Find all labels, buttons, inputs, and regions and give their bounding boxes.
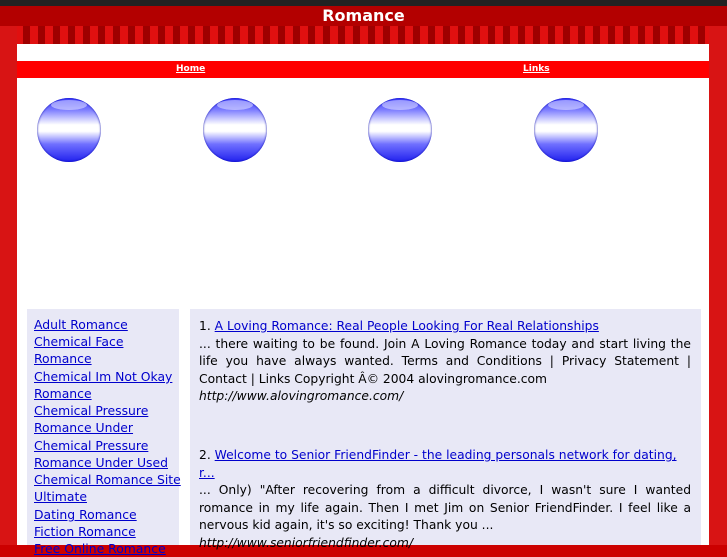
blue-orb-icon [368,98,432,162]
frame-left [0,26,17,545]
sidebar-link[interactable]: Adult Romance [34,317,128,332]
sidebar-link[interactable]: Romance Under Used [34,455,168,470]
sidebar-link[interactable]: Chemical Pressure [34,403,149,418]
result-title-link[interactable]: A Loving Romance: Real People Looking For Real Relationships [214,319,599,333]
blue-orb-icon [203,98,267,162]
result-item [199,447,691,552]
sidebar-link[interactable]: Fiction Romance [34,524,136,539]
result-description: ... Only) "After recovering from a difficult divorce, I wasn't sure I wanted romance in my life again. Then I met Jim on Senior FriendFinder. I feel like a nervous kid again, it's so exciting! Thank you ... [199,483,691,532]
result-number: 1. [199,319,211,333]
sidebar-link[interactable]: Chemical Face [34,334,124,349]
nav-bar [17,61,709,78]
sidebar-link[interactable]: Romance [34,351,92,366]
results-panel [190,309,701,550]
frame-right [709,26,727,545]
sidebar-link[interactable]: Romance Under [34,420,134,435]
result-url: http://www.alovingromance.com/ [199,389,404,403]
sidebar-link[interactable]: Dating Romance [34,507,137,522]
sidebar-link[interactable]: Chemical Pressure [34,438,149,453]
result-title-link[interactable]: Welcome to Senior FriendFinder - the leading personals network for dating, r... [199,448,677,480]
nav-home-link[interactable]: Home [176,64,206,74]
blue-orb-icon [534,98,598,162]
result-title-line [199,318,691,336]
result-description: ... there waiting to be found. Join A Loving Romance today and start living the life you have always wanted. Terms and Conditions | Privacy Statement | Contact | Links Copyright Â© 2004 alovingromance.com [199,336,691,386]
result-title-line [199,447,691,482]
sidebar [27,309,181,556]
header [0,6,727,26]
sidebar-link[interactable]: Chemical Im Not Okay [34,369,173,384]
blue-orb-icon [37,98,101,162]
result-item [199,318,691,406]
nav-links-link[interactable]: Links [523,64,550,74]
sidebar-link[interactable]: Free Online Romance [34,541,166,556]
sidebar-link[interactable]: Ultimate [34,489,87,504]
sidebar-link[interactable]: Romance [34,386,92,401]
result-url: http://www.seniorfriendfinder.com/ [199,535,414,550]
result-number: 2. [199,448,211,462]
sidebar-link[interactable]: Chemical Romance Site [34,472,181,487]
site-title: Romance [322,6,405,25]
